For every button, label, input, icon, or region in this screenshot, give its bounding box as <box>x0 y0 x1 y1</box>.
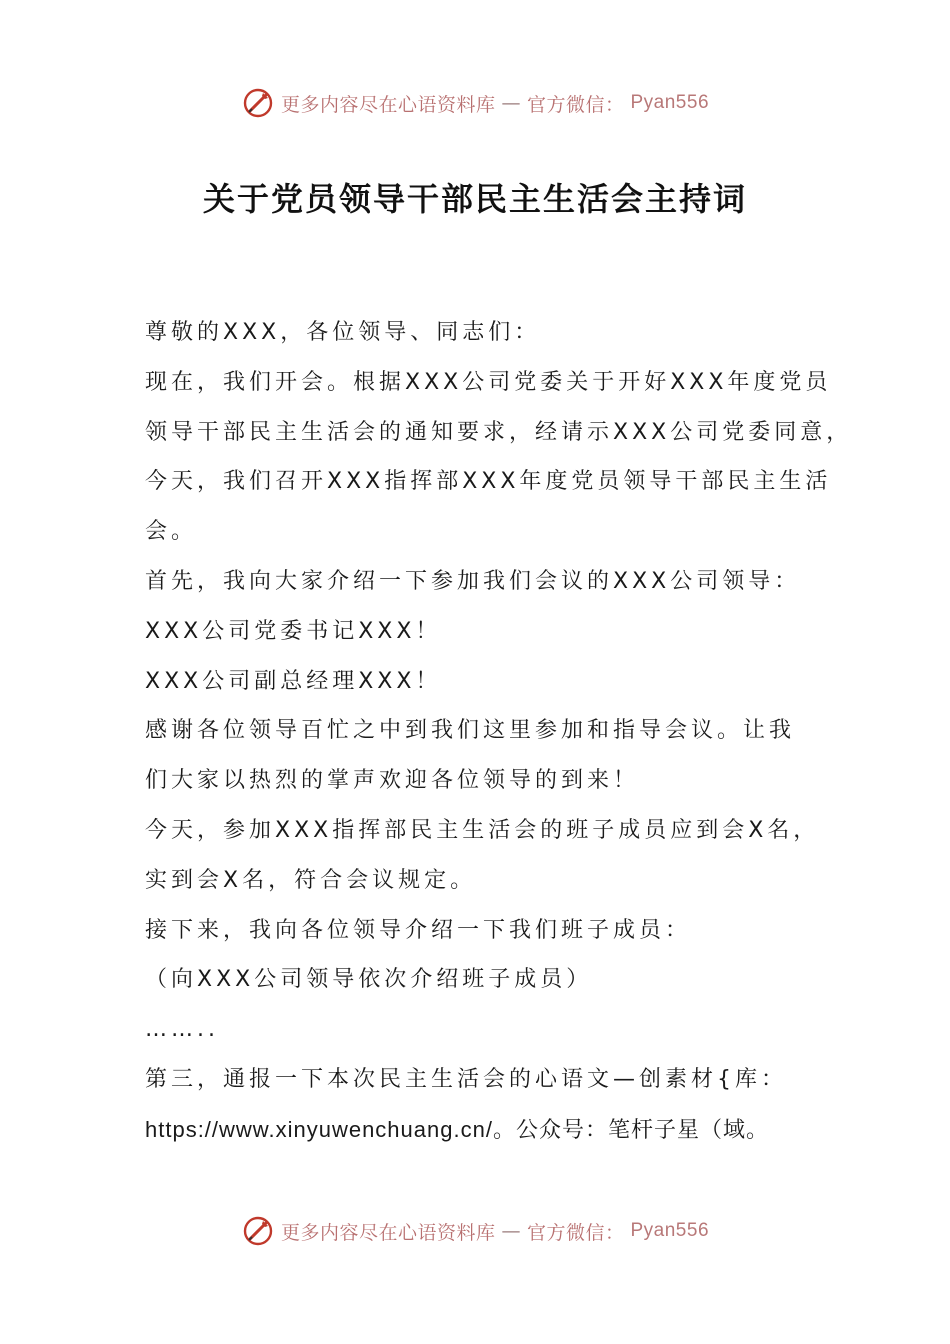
body-line: 首先，我向大家介绍一下参加我们会议的XXX公司领导： <box>145 568 801 594</box>
body-line: …….. <box>145 1017 219 1043</box>
pen-logo-icon <box>241 1214 275 1248</box>
body-line: 第三，通报一下本次民主生活会的心语文—创素材{库： <box>145 1066 787 1092</box>
watermark-id: Pyan556 <box>630 1220 710 1241</box>
body-line: （向XXX公司领导依次介绍班子成员） <box>145 967 593 993</box>
body-line: 会。 <box>145 519 198 545</box>
body-line: 们大家以热烈的掌声欢迎各位领导的到来！ <box>145 768 640 794</box>
document-body <box>145 308 853 1155</box>
body-line-url[interactable]: https://www.xinyuwenchuang.cn/。公众号：笔杆子星（域。 <box>145 1116 769 1142</box>
body-line: 实到会X名，符合会议规定。 <box>145 867 477 893</box>
body-line: 尊敬的XXX，各位领导、同志们： <box>145 320 541 345</box>
pen-logo-icon <box>241 86 275 120</box>
watermark-id: Pyan556 <box>630 92 710 113</box>
watermark-label: 官方微信： <box>526 1221 625 1244</box>
body-line: 接下来，我向各位领导介绍一下我们班子成员： <box>145 917 692 943</box>
body-line: 今天，参加XXX指挥部民主生活会的班子成员应到会X名， <box>145 817 820 843</box>
body-line: XXX公司党委书记XXX！ <box>145 618 442 644</box>
watermark-separator: — <box>501 92 521 114</box>
watermark-label: 官方微信： <box>526 93 625 116</box>
footer-watermark <box>0 1214 950 1248</box>
body-line: 感谢各位领导百忙之中到我们这里参加和指导会议。让我 <box>145 718 796 744</box>
document-title: 关于党员领导干部民主生活会主持词 <box>202 180 747 218</box>
watermark-text: 更多内容尽在心语资料库 <box>280 93 496 116</box>
header-watermark <box>0 86 950 120</box>
watermark-separator: — <box>501 1220 521 1242</box>
body-line: 领导干部民主生活会的通知要求，经请示XXX公司党委同意， <box>145 419 853 445</box>
watermark-text: 更多内容尽在心语资料库 <box>280 1221 496 1244</box>
body-line: 现在，我们开会。根据XXX公司党委关于开好XXX年度党员 <box>145 369 832 395</box>
body-line: 今天，我们召开XXX指挥部XXX年度党员领导干部民主生活 <box>145 469 832 495</box>
body-line: XXX公司副总经理XXX！ <box>145 668 442 694</box>
